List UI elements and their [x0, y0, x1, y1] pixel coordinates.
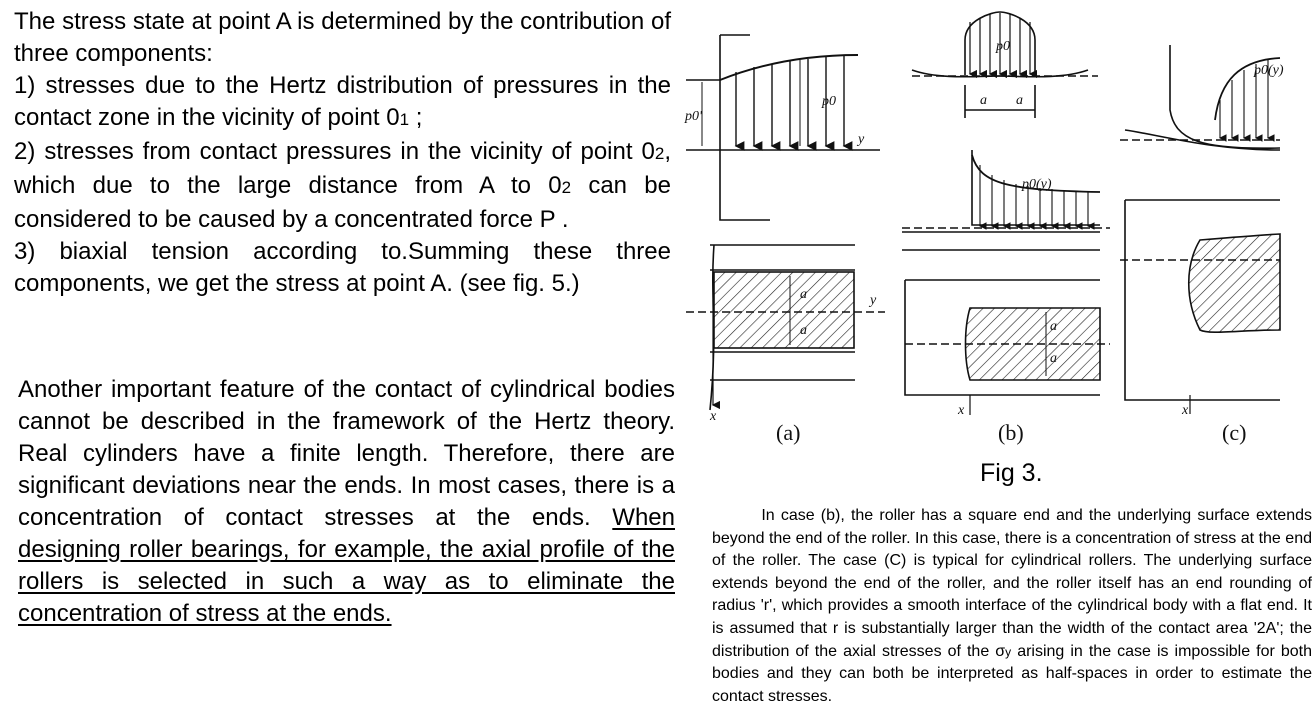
- label-a-b2: a: [1016, 93, 1023, 108]
- label-case-c: (c): [1222, 420, 1247, 445]
- subscript: 1: [399, 110, 410, 129]
- subscript: 2: [654, 144, 665, 163]
- label-p0y-b: p0(y): [1022, 177, 1052, 192]
- label-p0: p0: [822, 94, 836, 109]
- paragraph-case-description: [712, 505, 1312, 708]
- label-y-axis: y: [870, 293, 877, 308]
- label-a-lower: a: [800, 323, 807, 338]
- text-indent: [712, 507, 761, 524]
- text-item-2-mid: , which due to the large distance from A to 0: [14, 138, 671, 199]
- subscript-y: y: [1005, 644, 1012, 659]
- paragraph-stress-components: [14, 6, 671, 300]
- text-item-3: 3) biaxial tension according to.Summing these three components, we get the stress at point A. (see fig. 5.): [14, 238, 671, 297]
- label-case-a: (a): [776, 420, 801, 445]
- label-p0-prime: p0': [685, 109, 702, 124]
- subscript: 2: [561, 178, 572, 197]
- label-y: y: [858, 132, 865, 147]
- label-p0-b: p0: [996, 39, 1010, 54]
- figure-caption: Fig 3.: [980, 459, 1043, 487]
- text-underlined: When designing roller bearings, for example, the axial profile of the rollers is selected in such a way as to eliminate the concentration of stress at the ends.: [18, 504, 675, 627]
- text-item-1-end: ;: [409, 104, 423, 131]
- text-end: arising in the case is impossible for both bodies and they can both be interpreted as half-spaces in order to estimate the contact stresses.: [712, 642, 1312, 705]
- label-case-b: (b): [998, 420, 1024, 445]
- label-p0y-c: p0(y): [1254, 63, 1284, 78]
- diagram-a: [684, 35, 885, 445]
- paragraph-finite-length: [18, 374, 675, 630]
- text-item-2-end: can be considered to be caused by a concentrated force P .: [14, 172, 671, 233]
- label-x-axis: x: [710, 409, 717, 424]
- text-item-2: 2) stresses from contact pressures in the vicinity of point 0: [14, 138, 655, 165]
- label-a-b1: a: [980, 93, 987, 108]
- text-intro: The stress state at point A is determined by the contribution of three components:: [14, 8, 671, 67]
- label-a-b4: a: [1050, 351, 1057, 366]
- text-item-1: 1) stresses due to the Hertz distribution of pressures in the contact zone in the vicinity of point 0: [14, 72, 671, 131]
- figure-contact-diagrams: [680, 0, 1284, 450]
- diagram-b: [902, 12, 1110, 445]
- text-plain: Another important feature of the contact of cylindrical bodies cannot be described in the framework of the Hertz theory. Real cylinders have a finite length. Therefore, there are significant deviations near the ends. In most cases, there is a concentration of contact stresses at the ends.: [18, 376, 675, 531]
- label-x-b: x: [958, 403, 965, 418]
- diagram-c: [1120, 45, 1284, 445]
- label-a-b3: a: [1050, 319, 1057, 334]
- label-a-upper: a: [800, 287, 807, 302]
- text-main: In case (b), the roller has a square end and the underlying surface extends beyond the end of the roller. In this case, there is a concentration of stress at the end of the roller. The case (C) is typical for cylindrical rollers. The underlying surface extends beyond the end of the roller, and the roller itself has an end rounding of radius 'r', which provides a smooth interface of the cylindrical body with a flat end. It is assumed that r is substantially larger than the width of the contact area '2A'; the distribution of the axial stresses of the σ: [712, 507, 1312, 660]
- label-x-c: x: [1182, 403, 1189, 418]
